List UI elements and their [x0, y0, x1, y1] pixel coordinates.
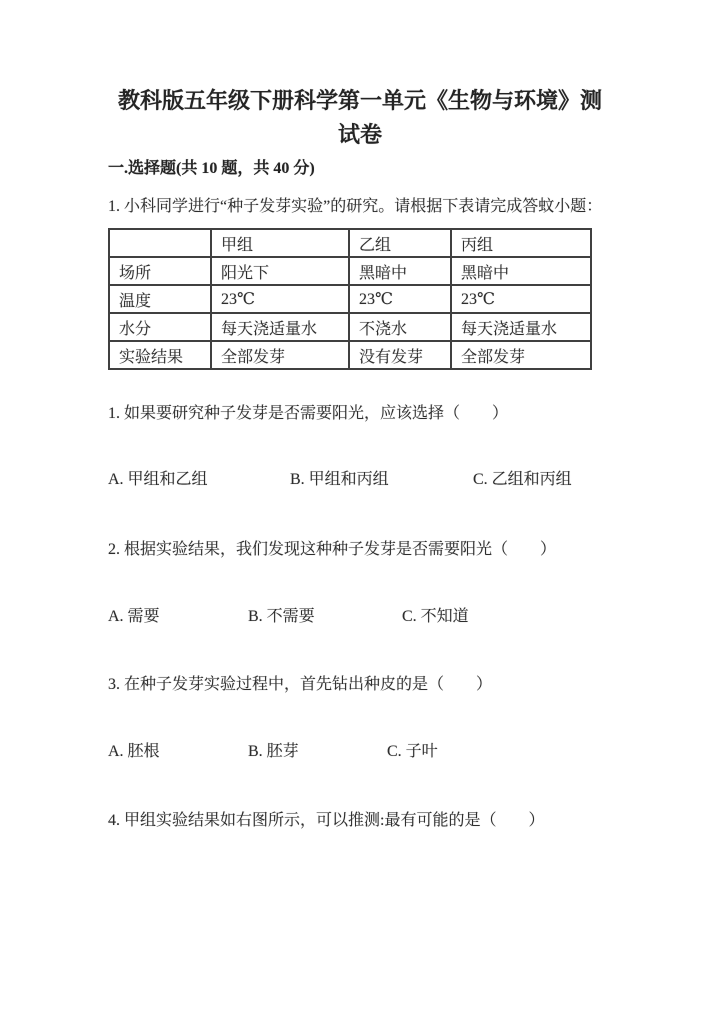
question-2-option-a: A. 需要 [108, 608, 160, 625]
question-1-options [108, 470, 680, 490]
row-label: 场所 [109, 257, 211, 285]
question-1-text: 1. 如果要研究种子发芽是否需要阳光，应该选择（ ） [108, 405, 509, 422]
question-3-option-b: B. 胚芽 [248, 743, 299, 760]
question-1-option-b: B. 甲组和丙组 [290, 471, 389, 488]
question-3-options [108, 742, 680, 762]
table-header-row [109, 229, 591, 257]
table-cell: 全部发芽 [211, 341, 349, 369]
question-3-option-c: C. 子叶 [387, 743, 438, 760]
question-intro: 1. 小科同学进行“种子发芽实验”的研究。请根据下表请完成答蚊小题： [108, 198, 603, 215]
table-cell: 不浇水 [349, 313, 451, 341]
table-cell: 黑暗中 [349, 257, 451, 285]
page-title [60, 84, 660, 152]
table-cell: 每天浇适量水 [451, 313, 591, 341]
table-cell: 全部发芽 [451, 341, 591, 369]
table-row-place [109, 257, 591, 285]
table-cell: 阳光下 [211, 257, 349, 285]
table-cell: 黑暗中 [451, 257, 591, 285]
question-2-option-c: C. 不知道 [402, 608, 469, 625]
table-cell: 没有发芽 [349, 341, 451, 369]
question-1-option-c: C. 乙组和丙组 [473, 471, 572, 488]
table-row-result [109, 341, 591, 369]
table-row-water [109, 313, 591, 341]
table-header-cell-group-a: 甲组 [211, 229, 349, 257]
question-3-text: 3. 在种子发芽实验过程中，首先钻出种皮的是（ ） [108, 676, 493, 693]
question-4-text: 4. 甲组实验结果如右图所示，可以推测:最有可能的是（ ） [108, 812, 545, 829]
page-title-line2: 试卷 [337, 122, 382, 147]
row-label: 水分 [109, 313, 211, 341]
table-row-temperature [109, 285, 591, 313]
table-header-cell-group-c: 丙组 [451, 229, 591, 257]
section-heading: 一.选择题(共 10 题，共 40 分) [108, 160, 315, 177]
question-2-text: 2. 根据实验结果，我们发现这种种子发芽是否需要阳光（ ） [108, 541, 557, 558]
table-header-cell-blank [109, 229, 211, 257]
question-2-options [108, 607, 680, 627]
table-cell: 每天浇适量水 [211, 313, 349, 341]
question-1-option-a: A. 甲组和乙组 [108, 471, 208, 488]
table-cell: 23℃ [211, 285, 349, 313]
table-cell: 23℃ [349, 285, 451, 313]
page-title-line1: 教科版五年级下册科学第一单元《生物与环境》测 [117, 88, 602, 113]
row-label: 温度 [109, 285, 211, 313]
table-cell: 23℃ [451, 285, 591, 313]
question-2-option-b: B. 不需要 [248, 608, 315, 625]
row-label: 实验结果 [109, 341, 211, 369]
experiment-table [108, 228, 592, 370]
table-header-cell-group-b: 乙组 [349, 229, 451, 257]
question-3-option-a: A. 胚根 [108, 743, 160, 760]
